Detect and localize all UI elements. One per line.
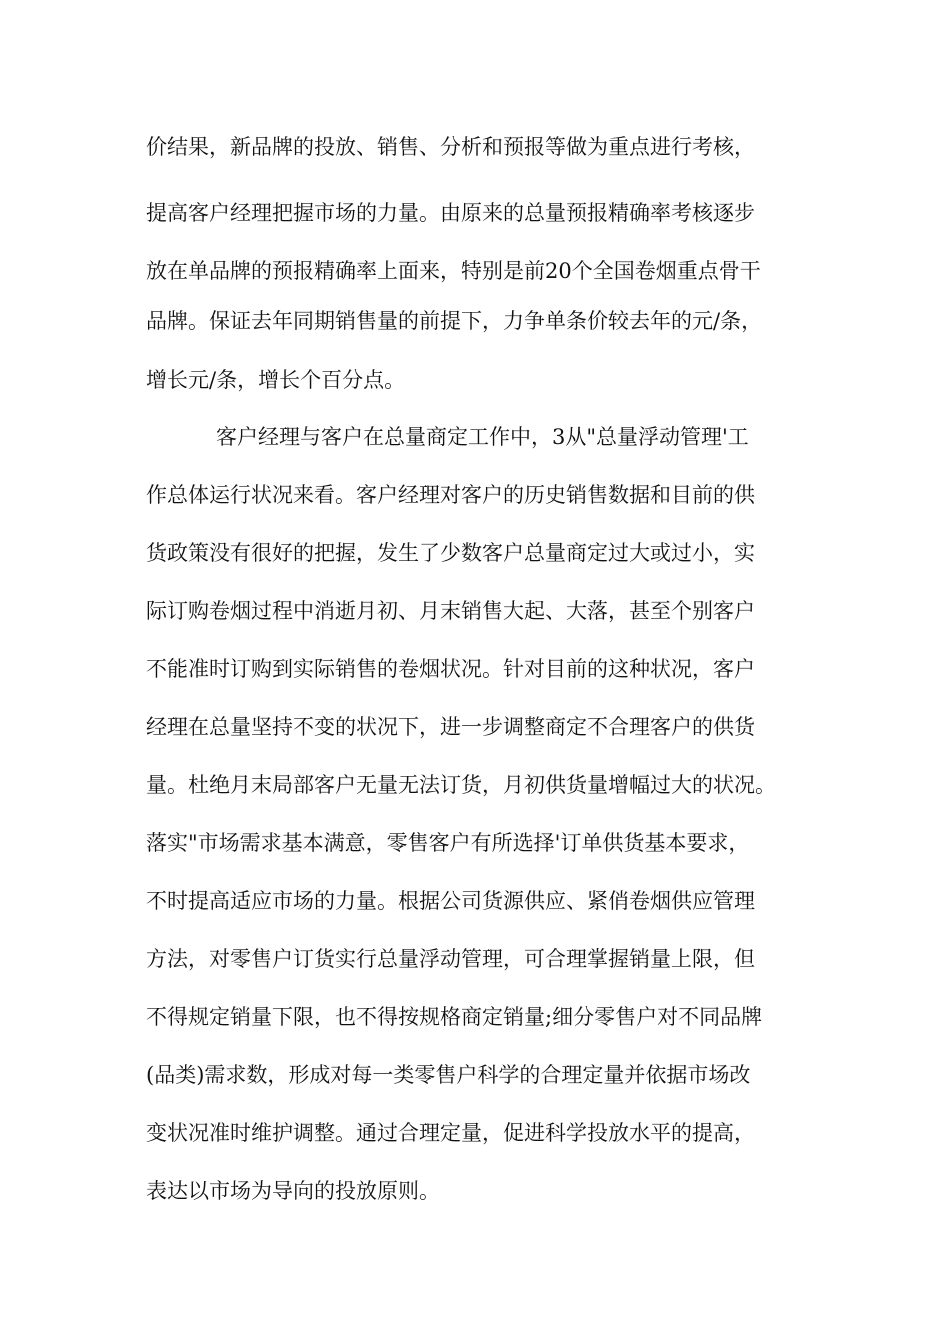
text-line: 提高客户经理把握市场的力量。由原来的总量预报精确率考核逐步 xyxy=(146,201,755,225)
text-line: 不时提高适应市场的力量。根据公司货源供应、紧俏卷烟供应管理 xyxy=(146,889,755,913)
text-line: 品牌。保证去年同期销售量的前提下，力争单条价较去年的元/条， xyxy=(146,309,763,333)
text-line: 作总体运行状况来看。客户经理对客户的历史销售数据和目前的供 xyxy=(146,483,755,507)
text-line: 增长元/条，增长个百分点。 xyxy=(146,368,406,392)
text-line: 经理在总量坚持不变的状况下，进一步调整商定不合理客户的供货 xyxy=(146,715,755,739)
text-line: 量。杜绝月末局部客户无量无法订货，月初供货量增幅过大的状况。 xyxy=(146,773,776,797)
text-line: (品类)需求数，形成对每一类零售户科学的合理定量并依据市场改 xyxy=(146,1063,751,1087)
paragraph-first-line: 客户经理与客户在总量商定工作中，3从"总量浮动管理'工 xyxy=(216,425,749,449)
text-line: 价结果，新品牌的投放、销售、分析和预报等做为重点进行考核， xyxy=(146,135,755,159)
text-line: 表达以市场为导向的投放原则。 xyxy=(146,1179,440,1203)
text-line: 际订购卷烟过程中消逝月初、月末销售大起、大落，甚至个别客户 xyxy=(146,599,755,623)
text-line: 方法，对零售户订货实行总量浮动管理，可合理掌握销量上限，但 xyxy=(146,947,755,971)
text-line: 不得规定销量下限，也不得按规格商定销量;细分零售户对不同品牌 xyxy=(146,1005,763,1029)
text-line: 放在单品牌的预报精确率上面来，特别是前20个全国卷烟重点骨干 xyxy=(146,259,761,283)
text-line: 变状况准时维护调整。通过合理定量，促进科学投放水平的提高， xyxy=(146,1121,755,1145)
text-line: 落实"市场需求基本满意，零售客户有所选择'订单供货基本要求， xyxy=(146,831,750,855)
text-line: 货政策没有很好的把握，发生了少数客户总量商定过大或过小，实 xyxy=(146,541,755,565)
text-line: 不能准时订购到实际销售的卷烟状况。针对目前的这种状况，客户 xyxy=(146,657,755,681)
